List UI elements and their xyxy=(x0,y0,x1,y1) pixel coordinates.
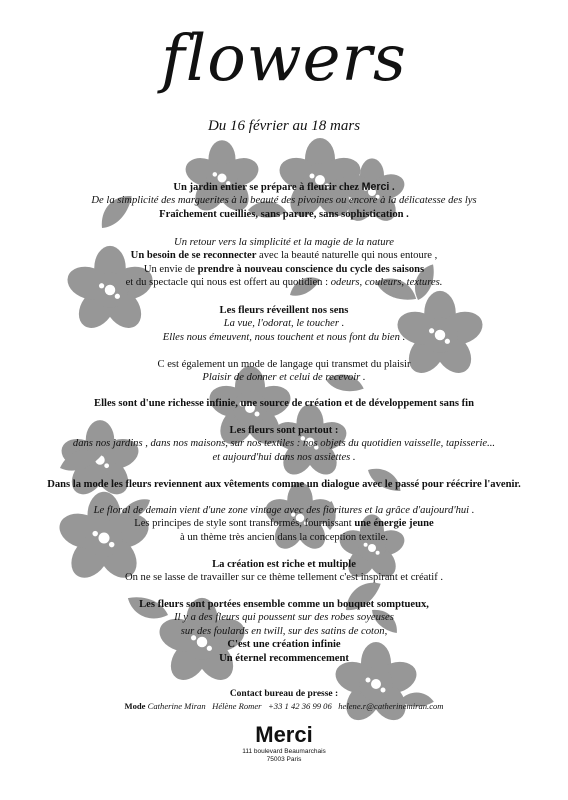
nature-line-2: Un besoin de se reconnecter avec la beauté naturelle qui nous entoure , xyxy=(130,250,438,262)
press-contact xyxy=(0,688,568,712)
contact-mode: Mode xyxy=(124,701,146,711)
poster-dates: Du 16 février au 18 mars xyxy=(207,118,361,134)
everywhere-line-3: et aujourd'hui dans nos assiettes . xyxy=(212,451,356,463)
richness-line-1: Elles sont d'une richesse infinie, une source de création et de développement sans fin xyxy=(94,398,474,409)
everywhere-line-2: dans nos jardins , dans nos maisons, sur nos textiles : nos objets du quotidien vaisselle, tapisserie... xyxy=(72,438,496,450)
paragraph-everywhere xyxy=(0,424,568,464)
paragraph-language xyxy=(0,358,568,385)
merci-inline: Merci xyxy=(361,181,390,193)
bouquet-line-2: Il y a des fleurs qui poussent sur des robes soyeuses xyxy=(174,612,394,624)
floral-line-1: Le floral de demain vient d'une zone vintage avec des fioritures et la grâce d'aujourd'hui . xyxy=(93,505,475,516)
contact-name-1: Catherine Miran xyxy=(147,701,206,711)
paragraph-richness xyxy=(0,397,568,410)
bouquet-line-4: C'est une création infinie xyxy=(227,639,341,651)
merci-logo: Merci xyxy=(255,722,313,747)
bouquet-line-3: sur des foulards en twill, sur des satins de coton, xyxy=(180,625,388,637)
creation-line-2: On ne se lasse de travailler sur ce thème tellement c'est inspirant et créatif . xyxy=(124,572,444,584)
paragraph-nature xyxy=(0,236,568,290)
senses-line-1: Les fleurs réveillent nos sens xyxy=(219,305,349,316)
contact-email[interactable]: helene.r@catherinemiran.com xyxy=(338,701,444,711)
everywhere-line-1: Les fleurs sont partout : xyxy=(229,425,339,436)
paragraph-fashion xyxy=(0,478,568,491)
paragraph-senses xyxy=(0,304,568,344)
contact-heading: Contact bureau de presse : xyxy=(229,689,339,699)
nature-line-3: Un envie de prendre à nouveau conscience du cycle des saisons xyxy=(143,263,425,275)
language-line-2: Plaisir de donner et celui de recevoir . xyxy=(202,372,366,384)
fashion-line-1: Dans la mode les fleurs reviennent aux vêtements comme un dialogue avec le passé pour réécrire l'avenir. xyxy=(47,479,521,490)
language-line-1: C est également un mode de langage qui transmet du plaisir xyxy=(157,359,411,370)
paragraph-floral xyxy=(0,504,568,544)
creation-line-1: La création est riche et multiple xyxy=(212,559,356,570)
floral-line-2: Les principes de style sont transformés, fournissant une énergie jeune xyxy=(134,518,434,530)
garden-line-2: De la simplicité des marguerites à la beauté des pivoines ou encore à la délicatesse des lys xyxy=(91,195,477,207)
paragraph-creation xyxy=(0,558,568,585)
contact-details xyxy=(0,700,568,712)
address-line-2: 75003 Paris xyxy=(266,756,302,763)
senses-line-3: Elles nous émeuvent, nous touchent et nous font du bien . xyxy=(162,331,406,343)
bouquet-line-1: Les fleurs sont portées ensemble comme un bouquet somptueux, xyxy=(139,599,429,610)
address-line-1: 111 boulevard Beaumarchais xyxy=(242,748,326,755)
contact-phone[interactable]: +33 1 42 36 99 06 xyxy=(267,701,332,711)
garden-line-1: Un jardin entier se prépare à fleurir chez Merci . xyxy=(173,181,395,193)
paragraph-garden xyxy=(0,181,568,221)
merci-address xyxy=(0,748,568,764)
floral-line-3: à un thème très ancien dans la conception textile. xyxy=(180,531,388,543)
paragraph-bouquet xyxy=(0,598,568,665)
contact-name-2: Hélène Romer xyxy=(212,701,262,711)
senses-line-2: La vue, l'odorat, le toucher . xyxy=(223,318,345,330)
bouquet-line-5: Un éternel recommencement xyxy=(219,652,349,664)
garden-line-3: Fraîchement cueillies, sans parure, sans sophistication . xyxy=(159,208,409,220)
nature-line-1: Un retour vers la simplicité et la magie de la nature xyxy=(174,237,394,248)
nature-line-4: et du spectacle qui nous est offert au quotidien : odeurs, couleurs, textures. xyxy=(125,277,443,289)
poster-title: flowers xyxy=(161,22,407,96)
